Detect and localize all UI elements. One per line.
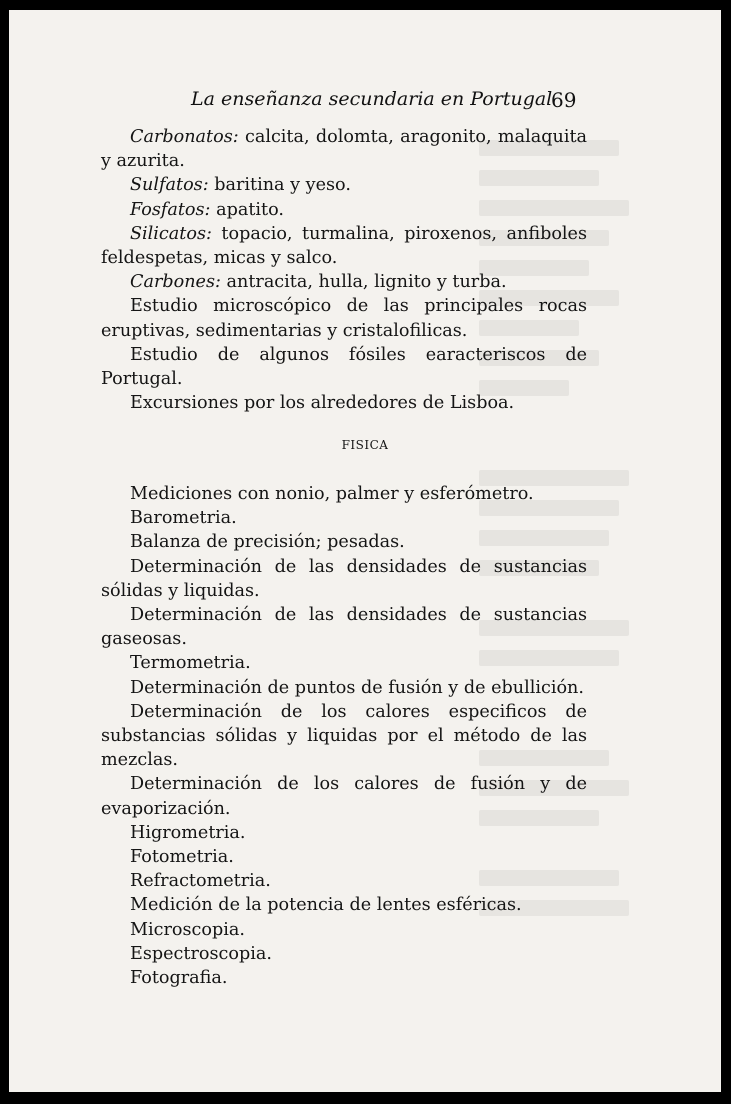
fisica-item: Balanza de precisión; pesadas. [130,532,405,553]
fisica-item: Determinación de puntos de fusión y de ebullición. [130,677,584,698]
sulfatos-paragraph [101,173,587,197]
carbones-label: Carbones: [130,272,221,293]
excursions-paragraph: Excursiones por los alrededores de Lisboa. [130,393,515,414]
sulfatos-text: baritina y yeso. [208,175,351,196]
fisica-item: Barometria. [130,508,237,529]
silicatos-label: Silicatos: [130,223,212,244]
fisica-item: Espectroscopia. [130,943,272,964]
fisica-item: Medición de la potencia de lentes esféricas. [130,895,522,916]
fisica-item: Fotografia. [130,968,228,989]
rocks-paragraph: Estudio microscópico de las principales rocas eruptivas, sedimentarias y cristalofilicas. [101,296,587,341]
fisica-item: Fotometria. [130,847,234,868]
fisica-heading: FISICA [341,438,389,452]
silicatos-text: topacio, turmalina, piroxenos, anfiboles feldespetas, micas y salco. [101,223,587,269]
fisica-section [101,482,587,990]
minerals-section [101,125,587,415]
sulfatos-label: Sulfatos: [130,175,209,196]
fisica-item: Mediciones con nonio, palmer y esferómetro. [130,484,534,504]
carbonatos-paragraph [101,125,587,173]
fisica-item: Determinación de los calores de fusión y de evaporización. [101,774,587,819]
page-header [9,88,721,118]
fisica-item: Refractometria. [130,871,271,892]
running-title: La enseñanza secundaria en Portugal [191,88,553,110]
fossils-paragraph: Estudio de algunos fósiles earacteriscos de Portugal. [101,344,587,390]
fisica-item: Determinación de las densidades de sustancias sólidas y liquidas. [101,556,587,601]
carbonatos-text: calcita, dolomta, aragonito, malaquita y azurita. [101,127,587,172]
carbones-text: antracita, hulla, lignito y turba. [220,272,507,293]
fosfatos-paragraph [101,198,587,222]
fosfatos-label: Fosfatos: [130,199,211,220]
fisica-item: Determinación de los calores especificos de substancias sólidas y liquidas por el método de las mezclas. [101,701,587,771]
silicatos-paragraph [101,222,587,270]
fisica-item: Termometria. [130,653,251,674]
fosfatos-text: apatito. [210,199,284,220]
book-page [9,10,721,1092]
page-number: 69 [551,88,577,112]
carbones-paragraph [101,270,587,294]
fisica-item: Determinación de las densidades de sustancias gaseosas. [101,605,587,650]
carbonatos-label: Carbonatos: [130,127,239,147]
fisica-item: Higrometria. [130,822,246,843]
fisica-item: Microscopia. [130,919,245,940]
